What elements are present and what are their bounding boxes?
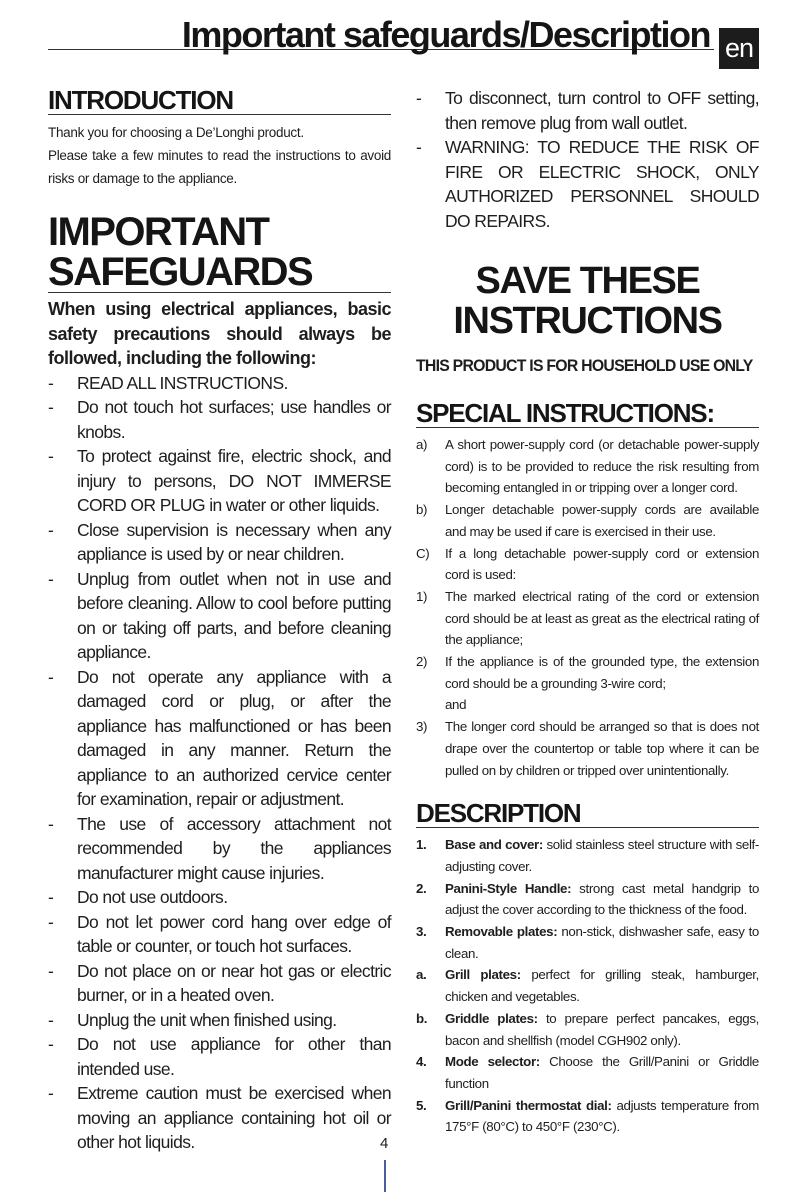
item-text: If a long detachable power-supply cord or extension cord is used: — [445, 545, 759, 583]
item-marker: b. — [416, 1010, 428, 1026]
safeguards-heading-line: SAFEGUARDS — [48, 250, 313, 294]
item-text: adjusts temperature from 175°F (80°C) to 450°F (230°C). — [445, 1097, 759, 1135]
introduction-heading: INTRODUCTION — [48, 86, 391, 115]
special-instruction-item — [416, 716, 759, 781]
safeguard-text: WARNING: TO REDUCE THE RISK OF FIRE OR ELECTRIC SHOCK, ONLY AUTHORIZED PERSONNEL SHOULD DO REPAIRS. — [445, 137, 759, 231]
dash-bullet: - — [48, 960, 54, 981]
item-text: If the appliance is of the grounded type, the extension cord should be a grounding 3-wire cord; — [445, 654, 759, 691]
item-marker: 4. — [416, 1054, 427, 1070]
special-instruction-item — [416, 543, 759, 586]
item-marker: a. — [416, 967, 427, 983]
item-marker: 5. — [416, 1097, 427, 1113]
right-column — [416, 86, 759, 1138]
item-marker: b) — [416, 502, 428, 518]
dash-bullet: - — [48, 372, 54, 393]
special-instruction-item — [416, 499, 759, 542]
description-item — [416, 1051, 759, 1094]
safeguard-item — [48, 518, 391, 567]
safeguard-text: Do not use outdoors. — [77, 887, 228, 907]
dash-bullet: - — [416, 88, 422, 108]
safeguard-item — [416, 86, 759, 135]
item-text: Choose the Grill/Panini or Griddle function — [445, 1054, 759, 1091]
item-marker: 2. — [416, 880, 427, 896]
dash-bullet: - — [48, 519, 54, 540]
item-marker: C) — [416, 545, 430, 561]
language-tab: en — [719, 28, 759, 69]
safeguard-text: The use of accessory attachment not recommended by the appliances manufacturer might cause injuries. — [77, 813, 391, 883]
description-heading: DESCRIPTION — [416, 799, 759, 828]
item-text: and — [445, 697, 467, 713]
item-text: perfect for grilling steak, hamburger, chicken and vegetables. — [445, 967, 759, 1005]
left-column — [48, 86, 391, 1155]
dash-bullet: - — [48, 446, 54, 466]
special-instruction-item — [416, 586, 759, 651]
item-marker: 3. — [416, 924, 427, 940]
safeguards-heading — [48, 212, 391, 293]
dash-bullet: - — [48, 1034, 54, 1054]
description-item — [416, 964, 759, 1007]
dash-bullet: - — [48, 1083, 54, 1103]
page-number: 4 — [380, 1135, 389, 1152]
item-term: Mode selector: — [445, 1054, 540, 1070]
safeguard-item — [48, 567, 391, 665]
special-instruction-item — [416, 434, 759, 499]
item-marker: 1. — [416, 837, 427, 853]
dash-bullet: - — [48, 813, 54, 834]
dash-bullet: - — [48, 666, 54, 687]
save-heading-line: INSTRUCTIONS — [453, 300, 722, 342]
description-list — [416, 834, 759, 1138]
item-text: The marked electrical rating of the cord or extension cord should be at least as great as the electrical rating of the appliance; — [445, 588, 759, 648]
safeguard-item — [48, 665, 391, 812]
special-instruction-item — [416, 651, 759, 694]
safeguard-text: To disconnect, turn control to OFF setting, then remove plug from wall outlet. — [445, 88, 759, 133]
safeguard-item — [48, 959, 391, 1008]
item-term: Grill plates: — [445, 967, 521, 983]
item-text: non-stick, dishwasher safe, easy to clean. — [445, 924, 759, 961]
safeguards-list — [48, 371, 391, 1155]
dash-bullet: - — [48, 1009, 54, 1030]
footer-rule — [384, 1160, 386, 1192]
safeguard-text: Do not place on or near hot gas or electric burner, or in a heated oven. — [77, 960, 391, 1005]
safeguard-item — [48, 371, 391, 396]
dash-bullet: - — [48, 911, 54, 932]
description-item — [416, 1008, 759, 1051]
item-term: Griddle plates: — [445, 1010, 538, 1026]
safeguard-item — [48, 910, 391, 959]
item-text: strong cast metal handgrip to adjust the cover according to the thickness of the food. — [445, 880, 759, 918]
safeguard-item — [48, 444, 391, 518]
item-marker: 3) — [416, 719, 428, 735]
dash-bullet: - — [48, 397, 54, 417]
safeguard-item — [48, 1008, 391, 1033]
item-text: A short power-supply cord (or detachable power-supply cord) is to be provided to reduce the risk resulting from becoming entangled in or tripping over a longer cord. — [445, 437, 759, 496]
safeguard-text: READ ALL INSTRUCTIONS. — [77, 372, 288, 393]
safeguard-text: Do not touch hot surfaces; use handles or knobs. — [77, 397, 391, 442]
special-instruction-item — [416, 694, 759, 716]
item-term: Panini-Style Handle: — [445, 880, 572, 896]
safeguard-item — [48, 885, 391, 910]
description-item — [416, 921, 759, 964]
safeguard-text: Do not use appliance for other than intended use. — [77, 1034, 391, 1079]
safeguard-item — [48, 1032, 391, 1081]
item-term: Grill/Panini thermostat dial: — [445, 1097, 612, 1113]
item-term: Base and cover: — [445, 837, 543, 853]
item-marker: a) — [416, 437, 428, 452]
item-term: Removable plates: — [445, 924, 558, 940]
item-text: solid stainless steel structure with self-adjusting cover. — [445, 837, 759, 874]
introduction-line: Please take a few minutes to read the instructions to avoid risks or damage to the appliance. — [48, 148, 391, 186]
safeguard-item — [48, 1081, 391, 1155]
safeguard-text: Close supervision is necessary when any appliance is used by or near children. — [77, 519, 391, 564]
safeguard-item — [48, 812, 391, 886]
item-text: Longer detachable power-supply cords are available and may be used if care is exercised in their use. — [445, 502, 759, 539]
dash-bullet: - — [48, 568, 54, 589]
safeguard-text: Extreme caution must be exercised when moving an appliance containing hot oil or other hot liquids. — [77, 1083, 391, 1152]
description-item — [416, 1095, 759, 1138]
safeguards-intro: When using electrical appliances, basic safety precautions should always be followed, including the following: — [48, 299, 391, 368]
safeguard-text: Do not operate any appliance with a damaged cord or plug, or after the appliance has malfunctioned or has been damaged in any manner. Return the appliance to an authorized cervice center for examination, repair or adjustment. — [77, 666, 391, 809]
page-title: Important safeguards/Description — [181, 14, 710, 55]
special-instructions-list — [416, 434, 759, 781]
description-item — [416, 878, 759, 921]
description-item — [416, 834, 759, 877]
special-instructions-heading: SPECIAL INSTRUCTIONS: — [416, 399, 759, 428]
safeguard-text: Unplug the unit when finished using. — [77, 1009, 337, 1030]
safeguards-list-continued — [416, 86, 759, 233]
item-text: The longer cord should be arranged so that is does not drape over the countertop or table top where it can be pulled on by children or tripped over unintentionally. — [445, 719, 759, 778]
dash-bullet: - — [48, 887, 54, 907]
safeguard-item — [416, 135, 759, 233]
item-text: to prepare perfect pancakes, eggs, bacon and shellfish (model CGH902 only). — [445, 1010, 759, 1048]
safeguard-text: Do not let power cord hang over edge of table or counter, or touch hot surfaces. — [77, 911, 391, 956]
safeguard-item — [48, 395, 391, 444]
household-use-notice: THIS PRODUCT IS FOR HOUSEHOLD USE ONLY — [416, 356, 753, 375]
item-marker: 1) — [416, 588, 428, 604]
introduction-line: Thank you for choosing a De’Longhi product. — [48, 125, 304, 140]
safeguards-heading-line: IMPORTANT — [48, 210, 269, 254]
save-instructions-heading — [416, 261, 759, 341]
safeguard-text: Unplug from outlet when not in use and before cleaning. Allow to cool before putting on or taking off parts, and before cleaning appliance. — [77, 568, 391, 662]
safeguard-text: To protect against fire, electric shock, and injury to persons, DO NOT IMMERSE CORD OR PLUG in water or other liquids. — [77, 446, 391, 515]
save-heading-line: SAVE THESE — [475, 260, 700, 302]
dash-bullet: - — [416, 137, 422, 157]
item-marker: 2) — [416, 654, 428, 670]
